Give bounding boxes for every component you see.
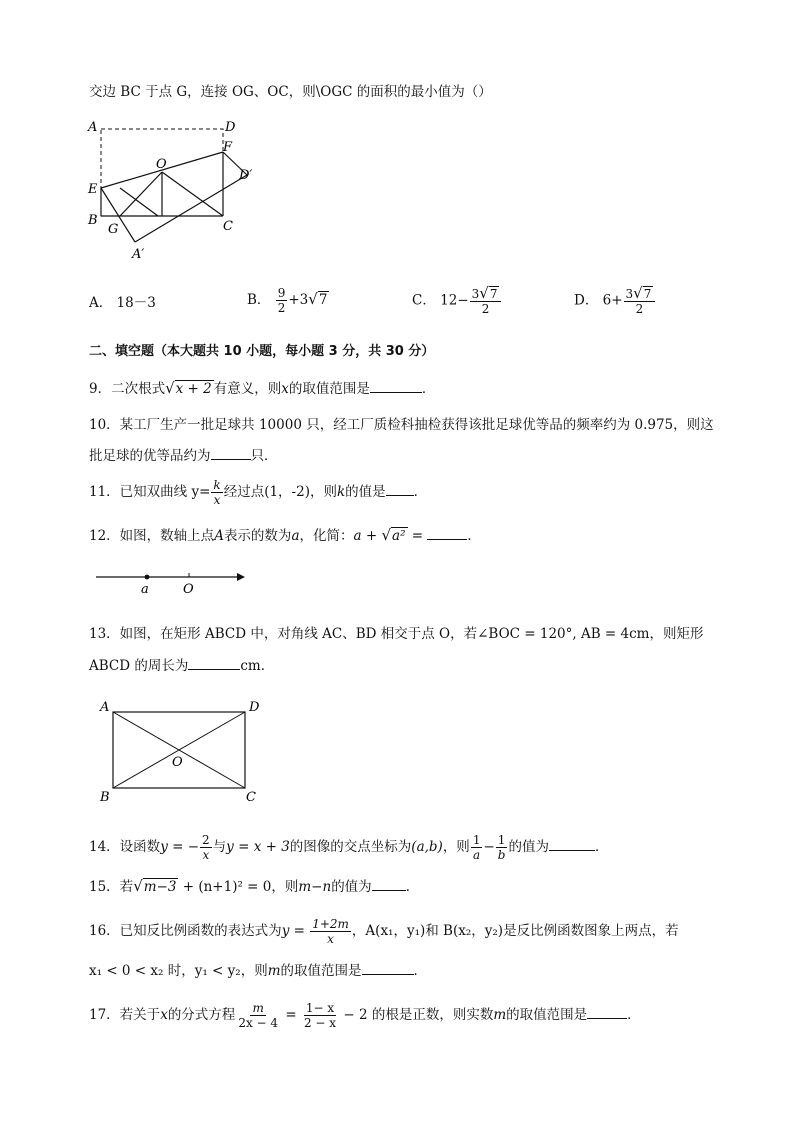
q14-fraction: $\frac{2}{x}$ xyxy=(202,833,210,862)
fig1-label-d-prime: D′ xyxy=(239,168,253,183)
question-15: 15．若√m−3 + (n+1)² = 0，则m−n的值为 ． xyxy=(89,877,420,895)
question-16-line2: x₁ < 0 < x₂ 时，y₁ < y₂，则m的取值范围是 ． xyxy=(89,960,427,981)
option-d-letter: D． xyxy=(574,292,599,309)
question-13-line1: 13．如图，在矩形 ABCD 中，对角线 AC、BD 相交于点 O，若∠BOC = 120°, AB = 4cm，则矩形 xyxy=(89,626,704,642)
number-line-label-a: a xyxy=(141,582,149,597)
number-line-figure xyxy=(92,566,252,598)
option-b-plus: +3 xyxy=(288,292,309,308)
fig1-label-o: O xyxy=(156,157,167,172)
question-11: 11．已知双曲线 y= $\frac{k}{x}$ 经过点(1，-2)，则k的值是 ． xyxy=(89,478,428,507)
q16-fraction: $\frac{1+2m}{x}$ xyxy=(312,917,349,946)
fig1-label-a: A xyxy=(88,120,98,135)
option-d-fraction: $\frac{3√7}{2}$ xyxy=(624,286,656,316)
arrow-head-icon xyxy=(237,573,245,581)
fig1-label-f: F xyxy=(223,140,233,155)
fig3-label-o: O xyxy=(172,755,183,770)
option-d[interactable] xyxy=(574,286,656,316)
fig3-label-d: D xyxy=(249,700,260,715)
option-b-radicand: 7 xyxy=(318,292,328,308)
fig1-label-e: E xyxy=(88,182,98,197)
q16-answer-blank[interactable] xyxy=(362,960,414,975)
fig3-label-c: C xyxy=(246,790,256,805)
question-10-line2: 批足球的优等品约为 只． xyxy=(89,445,278,466)
fig3-label-a: A xyxy=(100,700,110,715)
q11-fraction: $\frac{k}{x}$ xyxy=(213,478,221,507)
question-10-line1: 10．某工厂生产一批足球共 10000 只，经工厂质检科抽检获得该批足球优等品的频率约为 0.975，则这 xyxy=(89,417,714,433)
question-12: 12．如图，数轴上点A表示的数为a，化简：a + √a² = ． xyxy=(89,526,481,544)
q9-answer-blank[interactable] xyxy=(370,378,422,393)
q15-radicand: m−3 xyxy=(143,879,177,895)
q10-answer-blank[interactable] xyxy=(211,445,251,460)
option-b-fraction: $\frac{9}{2}$ xyxy=(277,286,286,315)
q11-answer-blank[interactable] xyxy=(386,481,414,496)
option-a[interactable] xyxy=(89,292,156,314)
option-c-prefix: 12− xyxy=(440,292,469,309)
question-13-line2: ABCD 的周长为 cm． xyxy=(89,655,274,676)
question-9: 9．二次根式√x + 2 有意义，则x的取值范围是 ． xyxy=(89,379,436,397)
rectangle-abcd-figure xyxy=(96,696,266,808)
question-14: 14．设函数y = − $\frac{2}{x}$ 与y = x + 3的图像的交点坐标为(a,b)，则 $\frac{1}{a}$ − $\frac{1}{b}$ 的值为 ． xyxy=(89,833,609,862)
section-title: 二、填空题（本大题共 10 小题，每小题 3 分，共 30 分） xyxy=(89,344,435,359)
option-b-letter: B． xyxy=(247,292,271,308)
fig1-label-a-prime: A′ xyxy=(132,247,145,262)
q12-radicand: a² xyxy=(392,528,406,544)
folded-rectangle-figure xyxy=(80,112,280,267)
q15-answer-blank[interactable] xyxy=(372,876,406,891)
option-d-prefix: 6+ xyxy=(602,292,623,309)
q12-answer-blank[interactable] xyxy=(427,525,467,540)
question-16-line1: 16．已知反比例函数的表达式为y = $\frac{1+2m}{x}$ ，A(x₁，y₁)和 B(x₂，y₂)是反比例函数图象上两点，若 xyxy=(89,917,679,946)
point-a-dot xyxy=(145,575,150,580)
number-line-label-o: O xyxy=(183,582,194,597)
option-c-fraction: $\frac{3√7}{2}$ xyxy=(470,286,502,316)
fig1-label-c: C xyxy=(223,219,233,234)
option-b[interactable]: B． $\frac{9}{2}$ +3√7 xyxy=(247,286,328,315)
question-17: 17．若关于x的分式方程 $\frac{m}{2x - 4}$ = $\frac{1- x}{2 - x}$ − 2 的根是正数，则实数m的取值范围是 ． xyxy=(89,1001,641,1030)
q17-fraction-right: $\frac{1- x}{2 - x}$ xyxy=(303,1001,337,1030)
fig1-label-b: B xyxy=(88,213,98,228)
fig1-label-g: G xyxy=(108,222,119,237)
q13-answer-blank[interactable] xyxy=(188,655,240,670)
fig3-label-b: B xyxy=(100,790,110,805)
q14-answer-blank[interactable] xyxy=(549,836,595,851)
option-a-letter: A． xyxy=(89,295,113,311)
intro-text: 交边 BC 于点 G，连接 OG、OC，则\OGC 的面积的最小值为（） xyxy=(89,84,492,100)
fig1-label-d: D xyxy=(225,120,236,135)
q17-fraction-left: $\frac{m}{2x - 4}$ xyxy=(238,1001,279,1030)
option-c[interactable] xyxy=(412,286,502,316)
q9-radicand: x + 2 xyxy=(175,381,212,397)
option-c-letter: C． xyxy=(412,292,436,309)
q17-answer-blank[interactable] xyxy=(587,1004,627,1019)
option-a-text: 18－3 xyxy=(116,295,156,311)
